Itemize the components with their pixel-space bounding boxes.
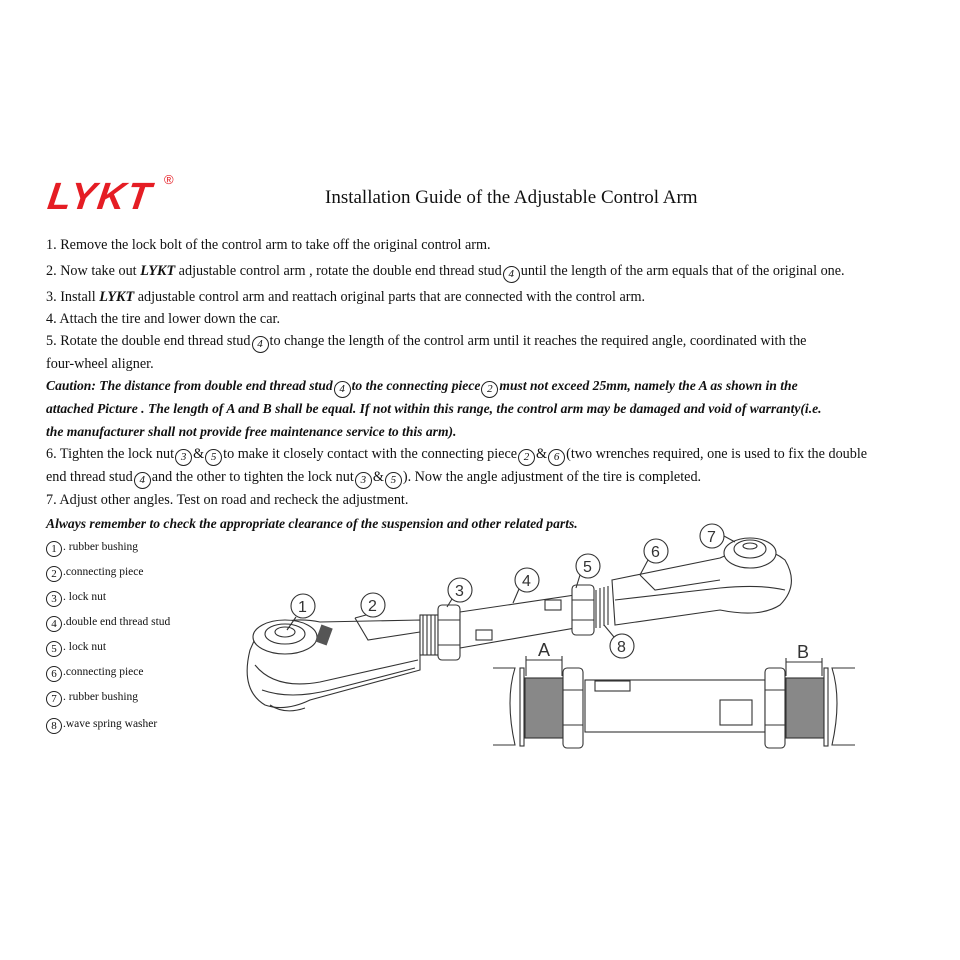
left-rod-end xyxy=(247,605,460,711)
part-number-badge: 5 xyxy=(385,472,402,489)
part-number-badge: 3 xyxy=(175,449,192,466)
step-6-text: end thread stud xyxy=(46,469,133,485)
step-2 xyxy=(46,264,845,283)
thread-stud xyxy=(460,595,575,648)
step-3-text: adjustable control arm and reattach original parts that are connected with the control arm. xyxy=(134,289,646,305)
legend-item xyxy=(46,718,157,734)
callout-5: 5 xyxy=(583,559,592,576)
legend-item xyxy=(46,616,170,632)
legend-item xyxy=(46,566,143,582)
legend-item xyxy=(46,641,106,657)
legend-label: .connecting piece xyxy=(63,566,144,578)
caution-text: Caution: The distance from double end thread stud xyxy=(46,378,333,393)
reminder-note: Always remember to check the appropriate clearance of the suspension and other related parts. xyxy=(46,516,578,531)
callout-3: 3 xyxy=(455,583,464,600)
ampersand: & xyxy=(536,446,548,462)
page-title: Installation Guide of the Adjustable Control Arm xyxy=(325,187,698,208)
right-rod-end xyxy=(612,538,791,625)
step-5-text: 5. Rotate the double end thread stud xyxy=(46,333,251,349)
legend-label: . rubber bushing xyxy=(63,691,139,703)
caution-line-3: the manufacturer shall not provide free maintenance service to this arm). xyxy=(46,424,457,439)
callout-4: 4 xyxy=(522,573,531,590)
callout-2: 2 xyxy=(368,598,377,615)
dimension-b-label: B xyxy=(797,642,810,662)
step-5 xyxy=(46,334,806,353)
legend-label: . rubber bushing xyxy=(63,541,139,553)
part-number-badge: 2 xyxy=(481,381,498,398)
legend-item xyxy=(46,691,138,707)
part-number-badge: 4 xyxy=(252,336,269,353)
detail-view xyxy=(493,640,855,748)
part-number-badge: 4 xyxy=(503,266,520,283)
legend-label: .wave spring washer xyxy=(63,718,158,730)
registered-mark: ® xyxy=(164,172,174,187)
legend-label: . lock nut xyxy=(63,641,107,653)
step-2-text: adjustable control arm , rotate the double end thread stud xyxy=(175,263,502,279)
part-number-badge: 3 xyxy=(46,591,62,607)
step-6-cont xyxy=(46,470,701,489)
part-number-badge: 7 xyxy=(46,691,62,707)
step-4: 4. Attach the tire and lower down the car. xyxy=(46,311,281,327)
legend-item xyxy=(46,591,106,607)
ampersand: & xyxy=(193,446,205,462)
step-2-text: 2. Now take out xyxy=(46,263,141,279)
part-number-badge: 3 xyxy=(355,472,372,489)
caution-line-2: attached Picture . The length of A and B shall be equal. If not within this range, the control arm may be damaged and void of warranty(i.e. xyxy=(46,401,822,416)
step-3 xyxy=(46,290,645,304)
control-arm-diagram xyxy=(225,515,885,755)
brand-inline: LYKT xyxy=(99,289,135,305)
caution-text: must not exceed 25mm, namely the A as shown in the xyxy=(499,378,798,393)
step-5-cont: four-wheel aligner. xyxy=(46,356,154,372)
part-number-badge: 5 xyxy=(46,641,62,657)
step-6-text: and the other to tighten the lock nut xyxy=(151,469,354,485)
legend-item xyxy=(46,541,138,557)
legend-label: .connecting piece xyxy=(63,666,144,678)
part-number-badge: 1 xyxy=(46,541,62,557)
ampersand: & xyxy=(372,469,384,485)
part-number-badge: 8 xyxy=(46,718,62,734)
part-number-badge: 6 xyxy=(548,449,565,466)
right-nut xyxy=(572,585,608,635)
callout-8: 8 xyxy=(617,639,626,656)
part-number-badge: 5 xyxy=(205,449,222,466)
callout-7: 7 xyxy=(707,529,716,546)
step-7: 7. Adjust other angles. Test on road and recheck the adjustment. xyxy=(46,492,409,508)
callout-6: 6 xyxy=(651,544,660,561)
brand-inline: LYKT xyxy=(140,263,176,279)
part-number-badge: 2 xyxy=(46,566,62,582)
part-number-badge: 4 xyxy=(46,616,62,632)
part-number-badge: 4 xyxy=(334,381,351,398)
legend-item xyxy=(46,666,143,682)
step-2-text: until the length of the arm equals that of the original one. xyxy=(520,263,845,279)
part-number-badge: 4 xyxy=(134,472,151,489)
step-5-text: to change the length of the control arm until it reaches the required angle, coordinated with the xyxy=(269,333,807,349)
part-number-badge: 6 xyxy=(46,666,62,682)
step-1: 1. Remove the lock bolt of the control arm to take off the original control arm. xyxy=(46,237,491,253)
caution-line-1 xyxy=(46,379,798,398)
step-3-text: 3. Install xyxy=(46,289,100,305)
legend-label: . lock nut xyxy=(63,591,107,603)
step-6-text: to make it closely contact with the connecting piece xyxy=(223,446,518,462)
part-number-badge: 2 xyxy=(518,449,535,466)
caution-text: to the connecting piece xyxy=(351,378,481,393)
legend-label: .double end thread stud xyxy=(63,616,171,628)
callout-1: 1 xyxy=(298,599,307,616)
brand-logo: LYKT xyxy=(45,176,156,218)
dimension-a-label: A xyxy=(538,640,551,660)
step-6 xyxy=(46,447,867,466)
step-6-text: 6. Tighten the lock nut xyxy=(46,446,175,462)
step-6-text: ). Now the angle adjustment of the tire is completed. xyxy=(402,469,702,485)
step-6-text: (two wrenches required, one is used to fix the double xyxy=(566,446,868,462)
